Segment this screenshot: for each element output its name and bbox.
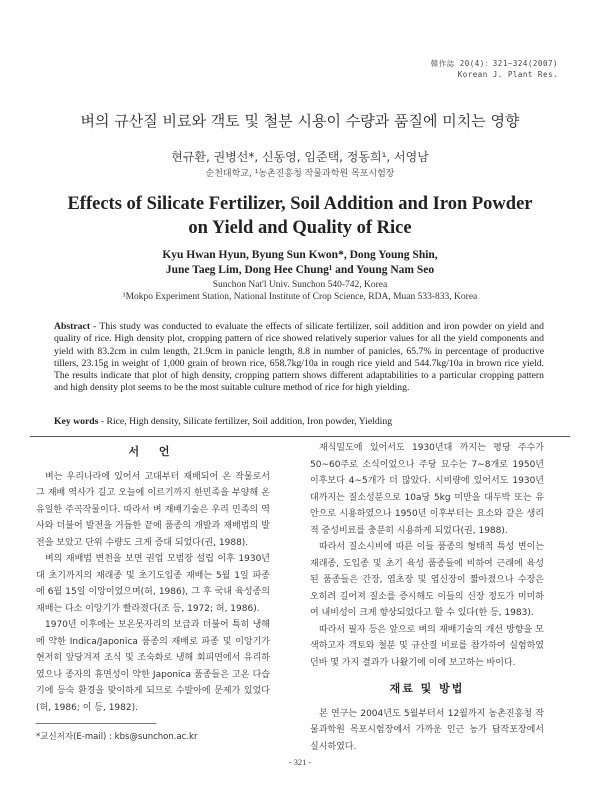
- keywords-label: Key words: [54, 416, 99, 427]
- paragraph: 1970년 이후에는 보온못자리의 보급과 더불어 특히 냉해에 약한 Indica/Japonica 품종의 재배로 파종 및 이앙기가 현저히 앞당겨져 조식 및 조숙화로 냉해 회피면에서 유리하였으나 종자의 휴면성이 약한 Japonica 품종들은 고온 다습기에 등숙 환경을 맞이하게 되므로 수발아에 문제가 있었다(허, 1986; 이 등, 1982).: [36, 620, 270, 713]
- abstract-text: - This study was conducted to evaluate the effects of silicate fertilizer, soil addition and iron powder on yield and quality of rice. High density plot, cropping pattern of rice showed relatively superior values for all the yield components and yield with 83.2cm in culm length, 21.9cm in panicle length, 8.8 in number of panicles, 65.7% in percentage of productive tillers, 23.15g in weight of 1,000 grain of brown rice, 658.7kg/10a in rough rice yield and 544.7kg/10a in brown rice yield. The results indicate that plot of high density, cropping pattern shows different adaptabilities to a particular cropping pattern and high density plot seems to be the most suitable culture method of rice for high yielding.: [54, 321, 544, 394]
- english-affiliation: [40, 279, 560, 303]
- affiliation-line: ¹Mokpo Experiment Station, National Institute of Crop Science, RDA, Muan 533-833, Korea: [122, 292, 478, 302]
- korean-authors: 현규환, 권병선*, 신동영, 임준택, 정동희¹, 서영남: [171, 150, 429, 164]
- footnote-divider: [36, 723, 156, 724]
- section-divider: [30, 436, 570, 437]
- paragraph: 벼는 우리나라에 있어서 고대부터 재배되어 온 작물로서 그 재배 역사가 길고 오늘에 이르기까지 한민족을 부양해 온 유일한 주곡작물이다. 따라서 벼 재배기술은 우리 민족의 역사와 더불어 발전을 거듭한 끝에 품종의 개발과 재배법의 발전을 보았고 단위 수량도 크게 증대 되었다(권, 1988).: [36, 471, 270, 548]
- journal-citation: [431, 58, 558, 80]
- korean-affiliation: 순천대학교, ¹농촌진흥청 작물과학원 목포시험장: [205, 169, 395, 179]
- english-title-line: on Yield and Quality of Rice: [188, 218, 412, 238]
- introduction-heading: 서 언: [128, 445, 178, 458]
- english-title-line: Effects of Silicate Fertilizer, Soil Addition and Iron Powder: [67, 194, 533, 214]
- english-authors: [60, 248, 540, 278]
- english-authors-line: June Taeg Lim, Dong Hee Chung¹ and Young Nam Seo: [165, 264, 435, 276]
- paragraph: 따라서 필자 등은 앞으로 벼의 재배기술의 개선 방향을 모색하고자 객토와 철분 및 규산질 비료를 참가하여 실험하였던바 몇 가지 결과가 나왔기에 이에 보고하는 바이다.: [310, 624, 544, 668]
- page-number: - 321 -: [288, 757, 312, 767]
- keywords-text: - Rice, High density, Silicate fertilizer, Soil addition, Iron powder, Yielding: [98, 416, 393, 427]
- journal-volume: 韓作誌 20(4)：321∼324(2007): [430, 59, 558, 68]
- methods-heading: 재료 및 방법: [389, 682, 465, 695]
- abstract: [54, 321, 544, 395]
- left-column: [36, 440, 270, 716]
- abstract-label: Abstract: [54, 321, 91, 332]
- paragraph: 본 연구는 2004년도 5월부터서 12월까지 농촌진흥청 작물과학원 목포시험장에서 가까운 인근 농가 답작포장에서 실시하였다.: [310, 708, 544, 752]
- corresponding-author-footnote: *교신저자(E-mail) : kbs@sunchon.ac.kr: [36, 732, 198, 742]
- affiliation-line: Sunchon Nat'l Univ. Sunchon 540-742, Korea: [212, 280, 388, 290]
- english-title: [60, 192, 540, 240]
- english-authors-line: Kyu Hwan Hyun, Byung Sun Kwon*, Dong Young Shin,: [162, 249, 438, 261]
- paragraph: 따라서 질소시비에 따른 이들 품종의 형태적 특성 변이는 재래종, 도입종 및 초기 육성 품종들에 비하여 근래에 육성된 품종들은 간장, 엽초장 및 엽신장이 짧아졌으나 수장은 오히려 길어져 질소를 증시해도 이들의 신장 정도가 미미하여 내비성이 크게 향상되었다고 할 수 있다(한 등, 1983).: [310, 542, 544, 618]
- journal-name: Korean J. Plant Res.: [457, 70, 558, 79]
- paragraph: 벼의 재배법 변천을 보면 권업 모범장 설립 이후 1930년대 초기까지의 재래종 및 초기도입종 재배는 5월 1일 파종에 6월 15일 이앙이었으며(허, 1986), 그 후 국내 육성종의 재배는 다소 이앙기가 빨라졌다(조 등, 1972; 허, 1986).: [36, 554, 270, 614]
- paragraph: 재식밀도에 있어서도 1930년대 까지는 평당 주수가 50∼60주로 소식이었으나 주당 묘수는 7∼8개로 1950년 이후보다 4∼5개가 더 많았다. 시비량에 있어서도 1930년대까지는 질소성분으로 10a당 5kg 미만을 대두박 또는 유안으로 시용하였으나 1950년 이후부터는 요소와 같은 생리적 중성비료를 충분히 시용하게 되었다(권, 1988).: [310, 443, 544, 536]
- keywords: [54, 416, 544, 427]
- korean-title: 벼의 규산질 비료와 객토 및 철분 시용이 수량과 품질에 미치는 영향: [80, 112, 520, 130]
- right-column: [310, 440, 544, 755]
